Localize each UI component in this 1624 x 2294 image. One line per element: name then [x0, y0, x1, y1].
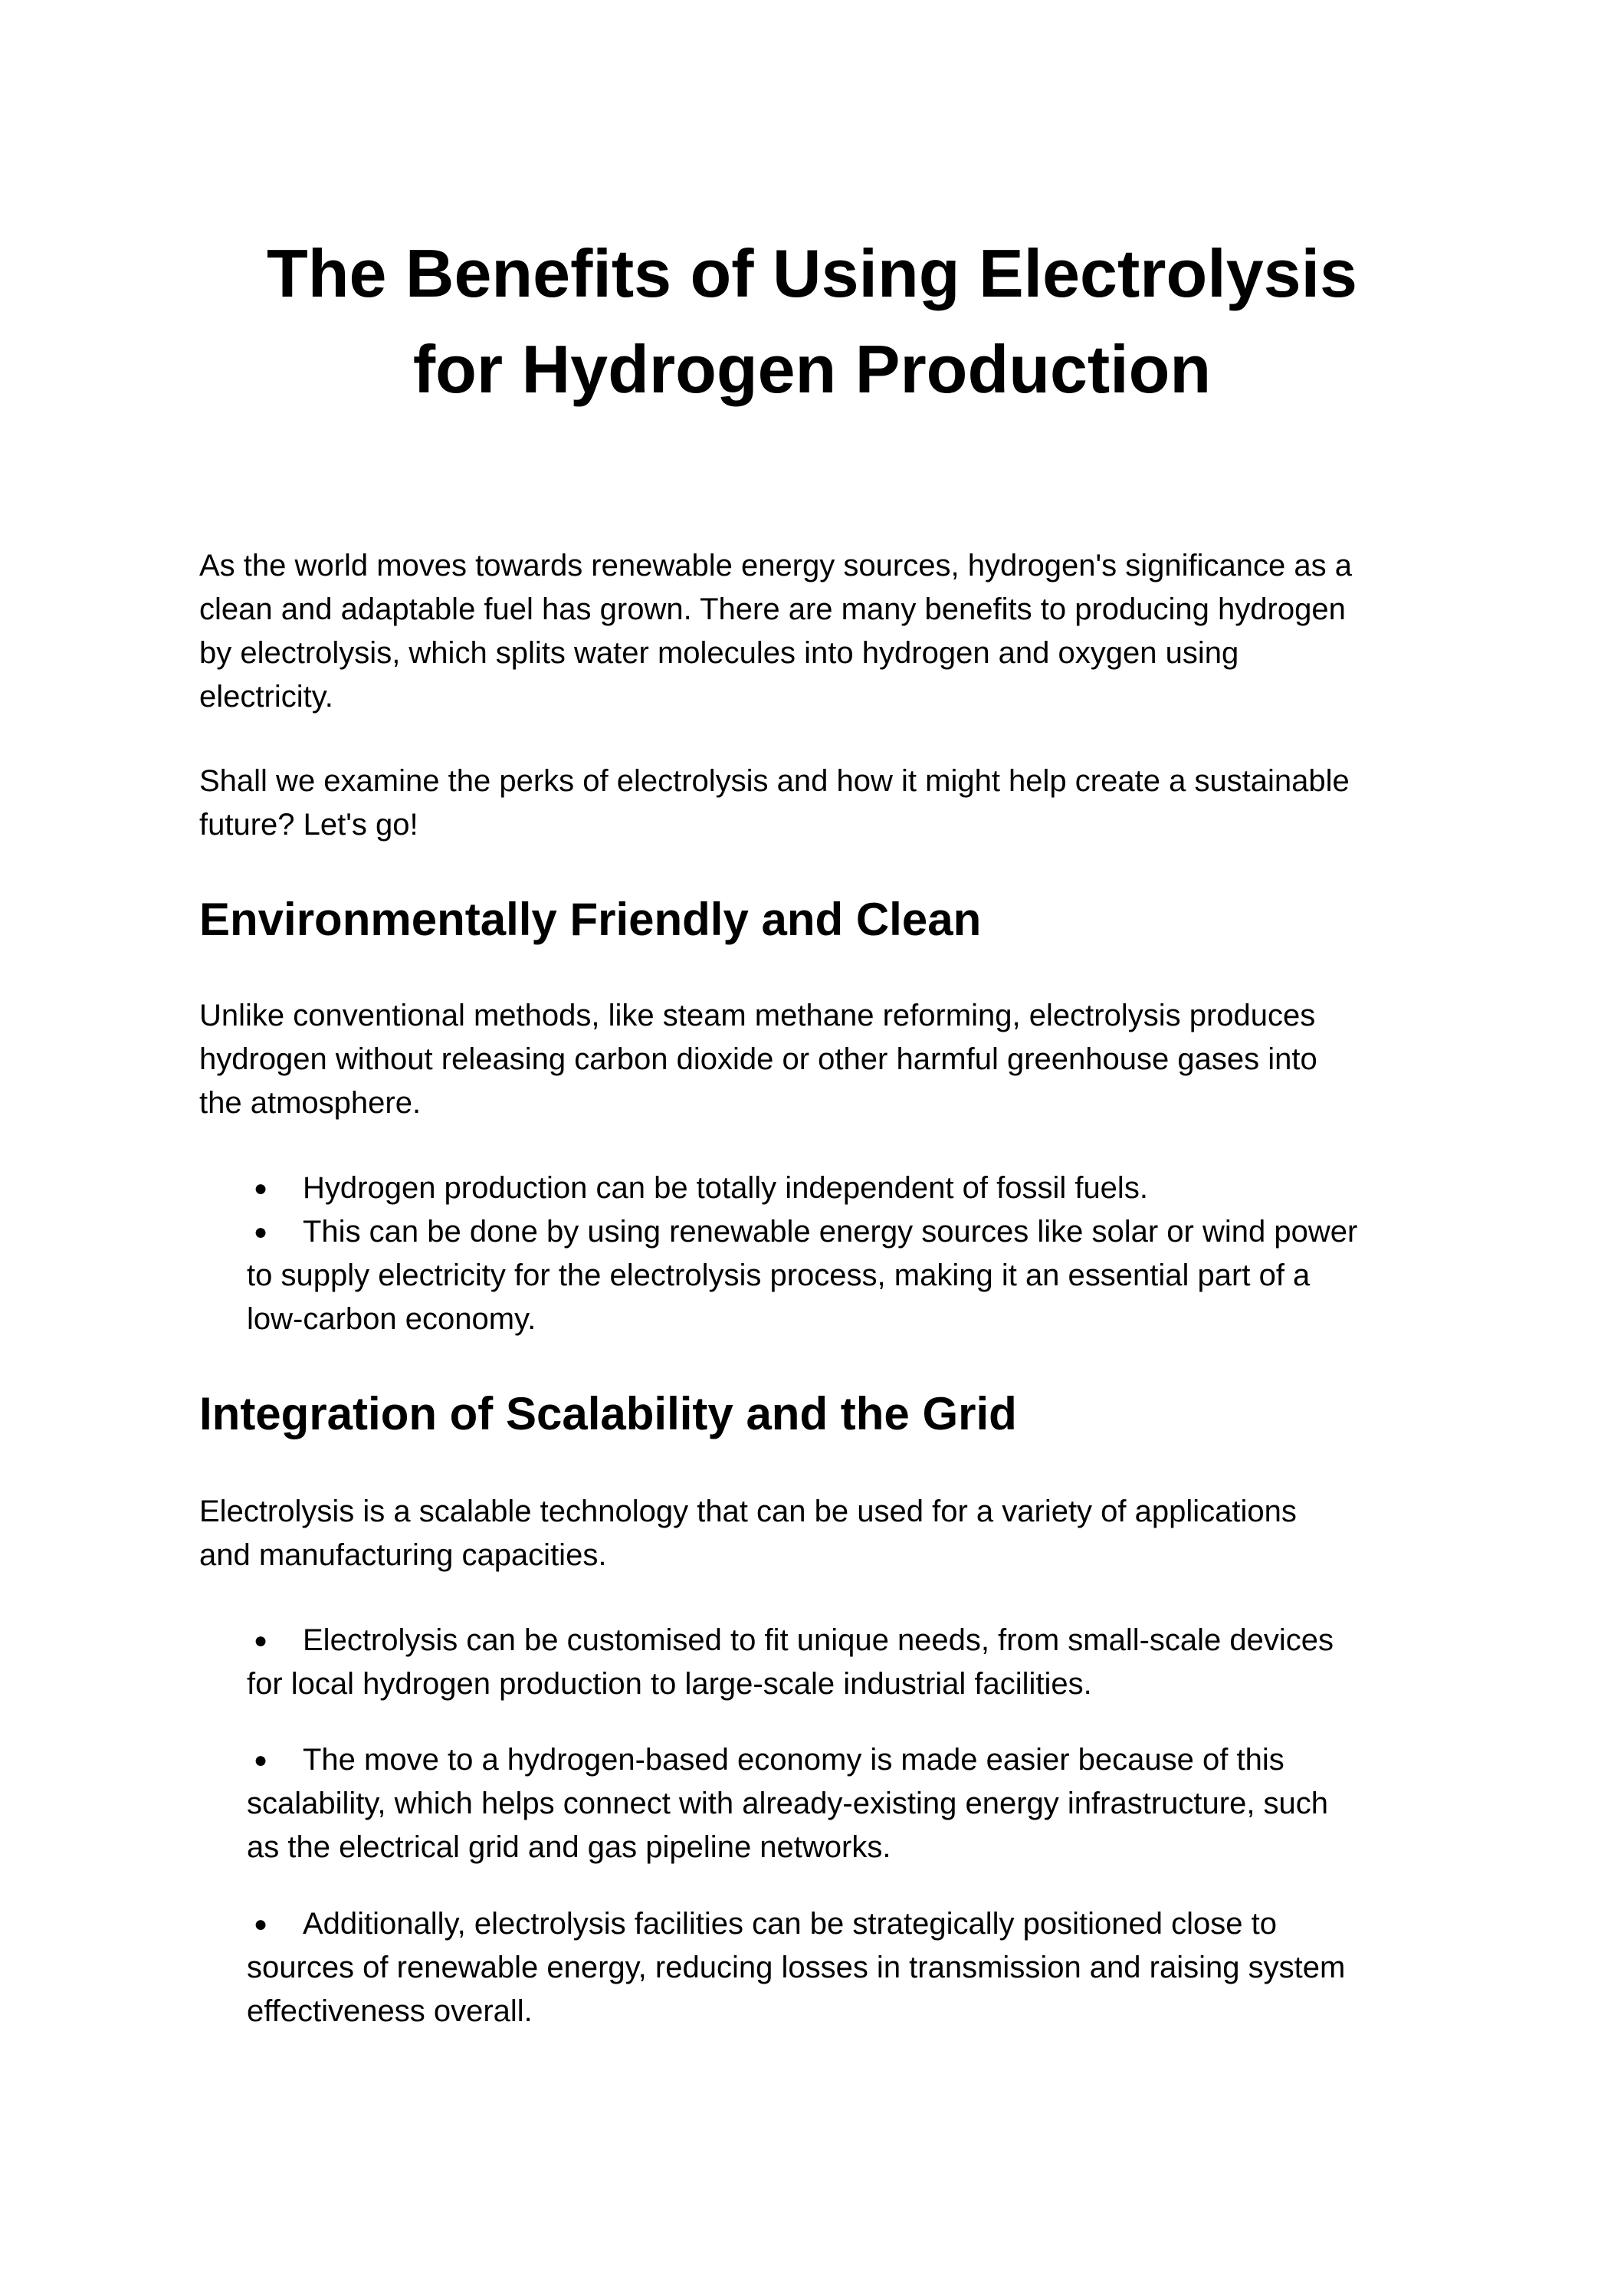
text-line: Unlike conventional methods, like steam methane reforming, electrolysis produces	[199, 999, 1316, 1032]
text-line: future? Let's go!	[199, 808, 418, 842]
text-line: electricity.	[199, 680, 333, 714]
text-line: clean and adaptable fuel has grown. There are many benefits to producing hydrogen	[199, 592, 1346, 626]
text-line: as the electrical grid and gas pipeline networks.	[247, 1830, 891, 1864]
intro-paragraph	[199, 544, 1471, 719]
text-line: scalability, which helps connect with already-existing energy infrastructure, such	[247, 1787, 1329, 1820]
text-line: As the world moves towards renewable energy sources, hydrogen's significance as a	[199, 549, 1352, 583]
text-line: Electrolysis is a scalable technology that can be used for a variety of applications	[199, 1495, 1297, 1528]
text-line: Shall we examine the perks of electrolysis and how it might help create a sustainable	[199, 764, 1350, 798]
section-heading: Integration of Scalability and the Grid	[199, 1388, 1017, 1439]
list-item	[247, 1167, 1473, 1210]
text-line: The move to a hydrogen-based economy is made easier because of this	[303, 1743, 1284, 1777]
text-line: hydrogen without releasing carbon dioxide or other harmful greenhouse gases into	[199, 1042, 1317, 1076]
bullet-icon: ●	[254, 1219, 268, 1245]
text-line: sources of renewable energy, reducing losses in transmission and raising system	[247, 1951, 1346, 1984]
list-item	[247, 1902, 1473, 2033]
title-line: The Benefits of Using Electrolysis	[267, 235, 1357, 311]
text-line: the atmosphere.	[199, 1086, 422, 1120]
text-line: Electrolysis can be customised to fit unique needs, from small-scale devices	[303, 1623, 1334, 1657]
section-paragraph	[199, 994, 1471, 1125]
text-line: for local hydrogen production to large-scale industrial facilities.	[247, 1667, 1092, 1701]
bullet-icon: ●	[254, 1912, 268, 1937]
text-line: effectiveness overall.	[247, 1994, 533, 2028]
document-title	[0, 225, 1624, 417]
bullet-icon: ●	[254, 1748, 268, 1773]
text-line: Additionally, electrolysis facilities can be strategically positioned close to	[303, 1907, 1277, 1941]
text-line: by electrolysis, which splits water molecules into hydrogen and oxygen using	[199, 636, 1239, 670]
bullet-icon: ●	[254, 1628, 268, 1653]
bullet-icon: ●	[254, 1176, 268, 1201]
section-heading: Environmentally Friendly and Clean	[199, 894, 982, 945]
section-paragraph	[199, 1490, 1471, 1577]
text-line: and manufacturing capacities.	[199, 1538, 607, 1572]
text-line: This can be done by using renewable energy sources like solar or wind power	[303, 1215, 1358, 1249]
text-line: low-carbon economy.	[247, 1302, 536, 1336]
list-item	[247, 1210, 1473, 1341]
title-line: for Hydrogen Production	[412, 331, 1212, 407]
text-line: Hydrogen production can be totally independent of fossil fuels.	[303, 1171, 1148, 1205]
list-item	[247, 1619, 1473, 1706]
text-line: to supply electricity for the electrolysis process, making it an essential part of a	[247, 1259, 1311, 1292]
intro-paragraph-2	[199, 760, 1471, 847]
list-item	[247, 1738, 1473, 1869]
